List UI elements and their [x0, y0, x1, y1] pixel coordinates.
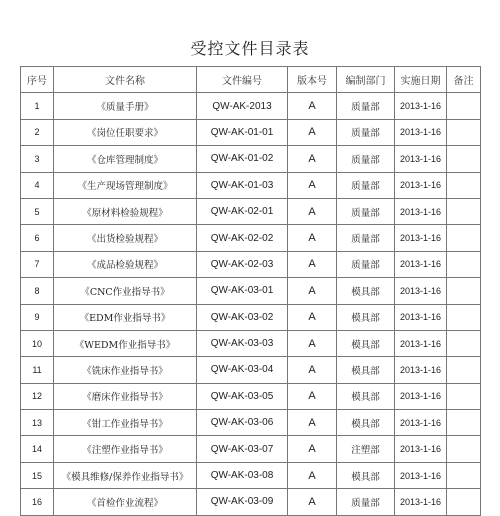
header-code: 文件编号 [197, 67, 288, 93]
cell-dept: 质量部 [337, 172, 395, 198]
cell-file-code: QW-AK-03-02 [197, 304, 288, 330]
cell-file-code: QW-AK-01-03 [197, 172, 288, 198]
cell-note [447, 225, 481, 251]
cell-date: 2013-1-16 [395, 489, 447, 515]
cell-file-name: 《钳工作业指导书》 [54, 410, 197, 436]
table-row [21, 146, 481, 172]
header-name: 文件名称 [54, 67, 197, 93]
cell-date: 2013-1-16 [395, 330, 447, 356]
cell-date: 2013-1-16 [395, 251, 447, 277]
cell-note [447, 462, 481, 488]
cell-no: 5 [21, 198, 54, 224]
table-body [21, 93, 481, 515]
cell-note [447, 436, 481, 462]
cell-file-name: 《注塑作业指导书》 [54, 436, 197, 462]
cell-dept: 质量部 [337, 489, 395, 515]
cell-note [447, 410, 481, 436]
cell-date: 2013-1-16 [395, 278, 447, 304]
cell-dept: 模具部 [337, 330, 395, 356]
cell-note [447, 172, 481, 198]
cell-file-code: QW-AK-03-09 [197, 489, 288, 515]
header-note: 备注 [447, 67, 481, 93]
header-version: 版本号 [288, 67, 337, 93]
table-row [21, 357, 481, 383]
cell-date: 2013-1-16 [395, 383, 447, 409]
cell-note [447, 119, 481, 145]
document-table [20, 66, 481, 516]
cell-date: 2013-1-16 [395, 225, 447, 251]
cell-dept: 模具部 [337, 304, 395, 330]
cell-no: 13 [21, 410, 54, 436]
table-row [21, 225, 481, 251]
table-row [21, 436, 481, 462]
cell-date: 2013-1-16 [395, 357, 447, 383]
cell-date: 2013-1-16 [395, 462, 447, 488]
cell-dept: 质量部 [337, 146, 395, 172]
cell-file-name: 《磨床作业指导书》 [54, 383, 197, 409]
table-row [21, 251, 481, 277]
page-title: 受控文件目录表 [190, 39, 310, 58]
cell-file-name: 《首检作业流程》 [54, 489, 197, 515]
cell-file-name: 《铣床作业指导书》 [54, 357, 197, 383]
cell-note [447, 489, 481, 515]
table-row [21, 119, 481, 145]
cell-dept: 模具部 [337, 383, 395, 409]
header-no: 序号 [21, 67, 54, 93]
cell-date: 2013-1-16 [395, 410, 447, 436]
cell-version: A [288, 251, 337, 277]
cell-no: 12 [21, 383, 54, 409]
cell-version: A [288, 357, 337, 383]
cell-dept: 质量部 [337, 93, 395, 119]
cell-file-code: QW-AK-03-07 [197, 436, 288, 462]
cell-file-name: 《生产现场管理制度》 [54, 172, 197, 198]
cell-note [447, 146, 481, 172]
cell-no: 16 [21, 489, 54, 515]
cell-no: 2 [21, 119, 54, 145]
cell-date: 2013-1-16 [395, 93, 447, 119]
cell-version: A [288, 172, 337, 198]
table-row [21, 489, 481, 515]
cell-version: A [288, 462, 337, 488]
cell-note [447, 383, 481, 409]
cell-note [447, 357, 481, 383]
cell-note [447, 198, 481, 224]
cell-file-code: QW-AK-02-01 [197, 198, 288, 224]
cell-note [447, 278, 481, 304]
cell-dept: 模具部 [337, 462, 395, 488]
cell-file-code: QW-AK-01-01 [197, 119, 288, 145]
cell-file-name: 《原材料检验规程》 [54, 198, 197, 224]
table-row [21, 383, 481, 409]
cell-file-code: QW-AK-03-06 [197, 410, 288, 436]
table-row [21, 330, 481, 356]
cell-file-name: 《模具维修/保养作业指导书》 [54, 462, 197, 488]
cell-file-name: 《CNC作业指导书》 [54, 278, 197, 304]
cell-no: 6 [21, 225, 54, 251]
cell-file-name: 《质量手册》 [54, 93, 197, 119]
cell-no: 10 [21, 330, 54, 356]
table-row [21, 198, 481, 224]
header-dept: 编制部门 [337, 67, 395, 93]
cell-file-code: QW-AK-02-03 [197, 251, 288, 277]
cell-note [447, 304, 481, 330]
cell-dept: 模具部 [337, 357, 395, 383]
cell-file-name: 《出货检验规程》 [54, 225, 197, 251]
cell-file-code: QW-AK-2013 [197, 93, 288, 119]
cell-dept: 模具部 [337, 410, 395, 436]
cell-file-code: QW-AK-03-05 [197, 383, 288, 409]
table-row [21, 462, 481, 488]
cell-file-code: QW-AK-01-02 [197, 146, 288, 172]
cell-file-code: QW-AK-03-08 [197, 462, 288, 488]
cell-date: 2013-1-16 [395, 172, 447, 198]
cell-file-name: 《仓库管理制度》 [54, 146, 197, 172]
table-header-row [21, 67, 481, 93]
cell-no: 15 [21, 462, 54, 488]
cell-dept: 注塑部 [337, 436, 395, 462]
cell-file-name: 《WEDM作业指导书》 [54, 330, 197, 356]
cell-version: A [288, 436, 337, 462]
cell-dept: 质量部 [337, 225, 395, 251]
cell-no: 11 [21, 357, 54, 383]
cell-version: A [288, 489, 337, 515]
cell-no: 4 [21, 172, 54, 198]
cell-no: 7 [21, 251, 54, 277]
cell-dept: 质量部 [337, 198, 395, 224]
cell-file-code: QW-AK-02-02 [197, 225, 288, 251]
cell-note [447, 251, 481, 277]
cell-dept: 模具部 [337, 278, 395, 304]
cell-file-name: 《岗位任职要求》 [54, 119, 197, 145]
cell-file-code: QW-AK-03-04 [197, 357, 288, 383]
cell-version: A [288, 198, 337, 224]
cell-note [447, 93, 481, 119]
cell-no: 3 [21, 146, 54, 172]
cell-version: A [288, 93, 337, 119]
cell-no: 1 [21, 93, 54, 119]
cell-version: A [288, 119, 337, 145]
cell-file-code: QW-AK-03-03 [197, 330, 288, 356]
cell-file-code: QW-AK-03-01 [197, 278, 288, 304]
table-row [21, 93, 481, 119]
table-row [21, 304, 481, 330]
cell-dept: 质量部 [337, 119, 395, 145]
cell-version: A [288, 383, 337, 409]
cell-version: A [288, 330, 337, 356]
table-row [21, 410, 481, 436]
cell-date: 2013-1-16 [395, 198, 447, 224]
cell-date: 2013-1-16 [395, 436, 447, 462]
cell-no: 9 [21, 304, 54, 330]
cell-version: A [288, 304, 337, 330]
table-row [21, 172, 481, 198]
cell-version: A [288, 410, 337, 436]
cell-date: 2013-1-16 [395, 119, 447, 145]
cell-file-name: 《成品检验规程》 [54, 251, 197, 277]
cell-no: 8 [21, 278, 54, 304]
cell-note [447, 330, 481, 356]
cell-dept: 质量部 [337, 251, 395, 277]
table-row [21, 278, 481, 304]
cell-date: 2013-1-16 [395, 304, 447, 330]
cell-file-name: 《EDM作业指导书》 [54, 304, 197, 330]
header-date: 实施日期 [395, 67, 447, 93]
cell-version: A [288, 146, 337, 172]
cell-no: 14 [21, 436, 54, 462]
cell-version: A [288, 278, 337, 304]
cell-date: 2013-1-16 [395, 146, 447, 172]
cell-version: A [288, 225, 337, 251]
